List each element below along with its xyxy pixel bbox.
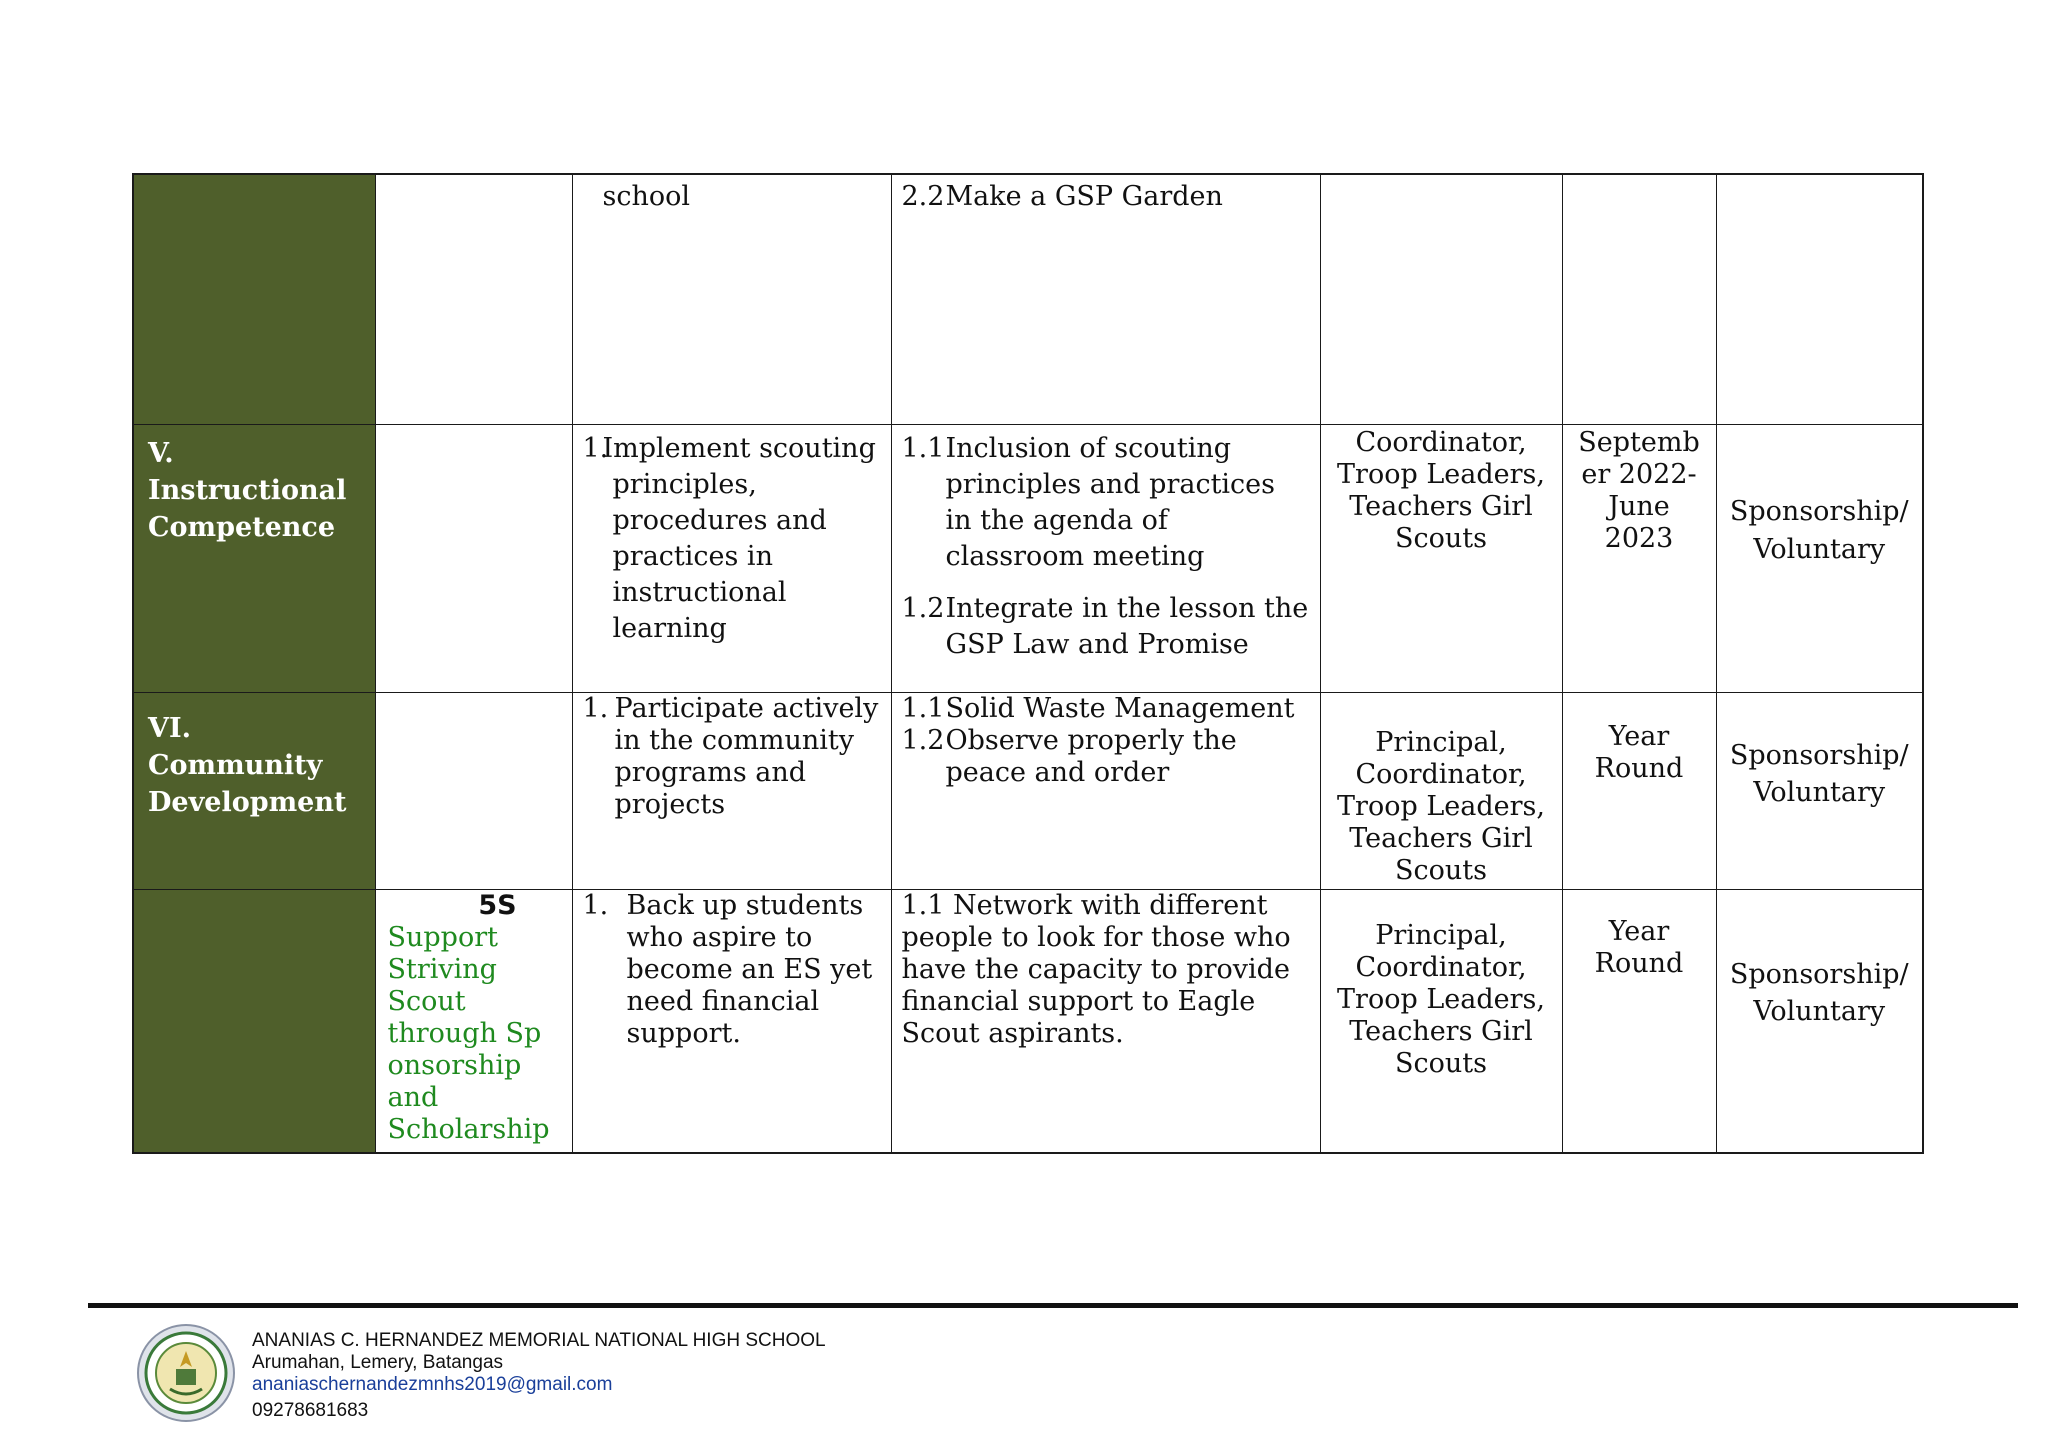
area-cell [133,424,375,692]
activity-text: Network with different people to look for those who have the capacity to provide financial support to Eagle Scout aspirants. [901,889,1291,1049]
activities-cell [891,692,1320,889]
school-seal-icon [136,1323,236,1423]
activity-item: 1.2 Integrate in the lesson the GSP Law and Promise [901,592,1309,660]
activity-num: 1.1 [901,889,945,921]
time-frame-cell [1562,424,1716,692]
persons-cell [1320,174,1562,424]
school-phone: 09278681683 [252,1400,369,1421]
table-row [133,692,1923,889]
objective-text: school [602,181,691,212]
persons-text: Principal, Coordinator, Troop Leaders, Teachers Girl Scouts [1337,726,1545,886]
footer-divider [88,1303,2018,1308]
objectives-cell [572,174,891,424]
action-plan-table [132,173,1924,1154]
resources-cell [1716,889,1923,1153]
strategy-cell [375,889,572,1153]
objective-item: 1. Back up students who aspire to become an ES yet need financial support. [582,889,873,1049]
school-name: ANANIAS C. HERNANDEZ MEMORIAL NATIONAL HIGH SCHOOL [252,1330,826,1351]
area-cell [133,692,375,889]
table-row [133,424,1923,692]
area-cell [133,174,375,424]
persons-cell [1320,889,1562,1153]
activities-cell [891,174,1320,424]
activity-item: 1.1 Solid Waste Management [901,692,1295,724]
objectives-cell [572,424,891,692]
resources-cell [1716,692,1923,889]
area-label: V. Instructional Competence [148,437,347,543]
school-email-link[interactable]: ananiaschernandezmnhs2019@gmail.com [252,1374,613,1395]
objective-item: 1. Participate actively in the community programs and projects [582,692,879,820]
strategy-cell [375,692,572,889]
area-cell [133,889,375,1153]
resources-cell [1716,174,1923,424]
resources-text: Sponsorship/ Voluntary [1729,496,1909,565]
persons-cell [1320,424,1562,692]
table-row [133,174,1923,424]
time-frame-cell [1562,692,1716,889]
activity-item: 2.2 Make a GSP Garden [901,181,1223,212]
area-label: VI. Community Development [148,713,347,818]
strategy-code: 5S [478,889,517,921]
persons-text: Principal, Coordinator, Troop Leaders, Teachers Girl Scouts [1337,919,1545,1079]
persons-cell [1320,692,1562,889]
time-frame-cell [1562,174,1716,424]
objectives-cell [572,889,891,1153]
school-address: Arumahan, Lemery, Batangas [252,1352,504,1373]
time-frame-text: Septemb er 2022- June 2023 [1578,426,1700,554]
strategy-cell [375,424,572,692]
time-frame-text: Year Round [1594,915,1684,979]
resources-text: Sponsorship/ Voluntary [1729,739,1909,808]
table-row [133,889,1923,1153]
objective-item: 1. Implement scouting principles, procedures and practices in instructional learning [582,432,876,644]
activities-cell [891,889,1320,1153]
objectives-cell [572,692,891,889]
persons-text: Coordinator, Troop Leaders, Teachers Girl Scouts [1337,426,1545,554]
resources-text: Sponsorship/ Voluntary [1729,958,1909,1027]
footer-contact [252,1330,826,1422]
activity-item: 1.2 Observe properly the peace and order [901,724,1237,788]
strategy-name: Support Striving Scout through Sp onsorship and Scholarship [387,921,550,1145]
time-frame-text: Year Round [1594,720,1684,784]
resources-cell [1716,424,1923,692]
activities-cell [891,424,1320,692]
time-frame-cell [1562,889,1716,1153]
activity-item: 1.1 Inclusion of scouting principles and practices in the agenda of classroom meeting [901,432,1276,572]
strategy-cell [375,174,572,424]
